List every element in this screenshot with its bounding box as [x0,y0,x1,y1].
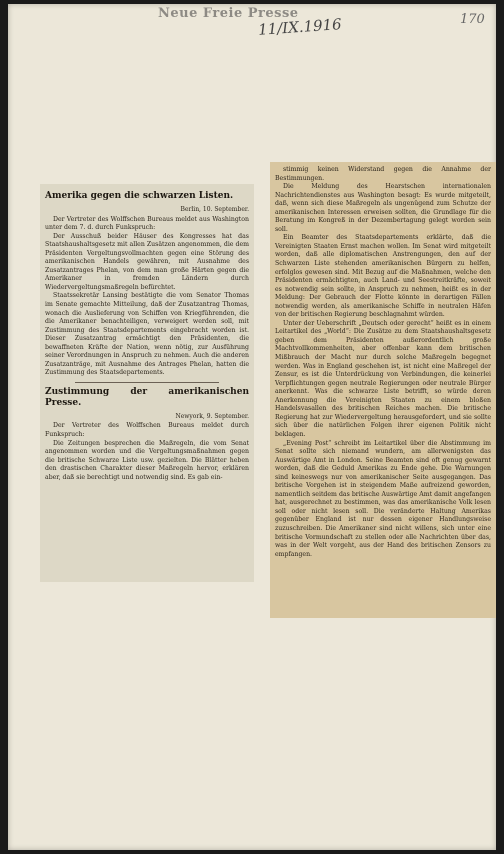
archive-sheet [8,4,496,850]
section-divider [75,382,219,383]
article-paragraph: Unter der Ueberschrift „Deutsch oder gerecht“ heißt es in einem Leitartikel des „World“: Die Zusätze zu dem Staatshaushaltsgesetz geben dem Präsidenten außerordentlich große Machtvollkommenheiten, aber offenbar kann dem britischen Mißbrauch der Macht nur durch solche Maßregeln begegnet werden. Was in England geschehen ist, ist nicht eine Maßregel der Zensur, es ist die Unterdrückung von Verbindungen, die keinerlei Verpflichtungen gegen neutrale Regierungen oder neutrale Bürger anerkennt. Was die schwarze Liste betrifft, so würde deren Anerkennung die Vereinigten Staaten zu einem bloßen Handelsvasallen des britischen Reiches machen. Die britische Regierung hat zur Wiedervergeltung herausgefordert, und sie sollte sich über die natürlichen Folgen ihrer eigenen Politik nicht beklagen. [275,319,491,438]
article-dateline: Berlin, 10. September. [180,206,249,213]
newspaper-name: Neue Freie Presse [158,6,299,21]
article-paragraph: Der Ausschuß beider Häuser des Kongresses hat das Staatshaushaltsgesetz mit allen Zusätzen angenommen, die dem Präsidenten Vergeltungsvollmachten gegen eine Störung des amerikanischen Handels gewähren, mit Ausnahme des Zusatzantrages Phelan, von dem man große Härten gegen die Amerikaner in fremden Ländern durch Wiedervergeltungsmaßregeln befürchtet. [45,232,249,291]
handwritten-date: 11/IX.1916 [257,15,343,39]
clipping-right [270,162,496,618]
article-paragraph: Der Vertreter des Wolffschen Bureaus meldet aus Washington unter dem 7. d. durch Funkspruch: [45,215,249,232]
page-number: 170 [460,12,485,27]
article-paragraph: Die Meldung des Hearstschen internationalen Nachrichtendienstes aus Washington besagt: Es wurde mitgeteilt, daß, wenn sich diese Maßregeln als ungenügend zum Schutze der amerikanischen Interessen erweisen sollten, die Grundlage für die Beratung im Kongreß in der Dezembertagung gelegt worden sein soll. [275,183,491,233]
section-dateline: Newyork, 9. September. [175,412,249,420]
clipping-left [40,184,254,582]
article-paragraph: stimmig keinen Widerstand gegen die Annahme der Bestimmungen. [275,166,491,182]
article-paragraph: Ein Beamter des Staatsdepartements erklärte, daß die Vereinigten Staaten Ernst machen wollen. Im Senat wird mitgeteilt worden, daß alle diplomatischen Anstrengungen, den auf der Schwarzen Liste stehenden amerikanischen Bürgern zu helfen, erfolglos gewesen sind. Mit Bezug auf die Maßnahmen, welche den Präsidenten ermächtigten, auch Land- und Seestreitkräfte, soweit es notwendig sein sollte, in Anspruch zu nehmen, heißt es in der Meldung: Der Gebrauch der Flotte könnte in derartigen Fällen notwendig werden, als amerikanische Schiffe in neutralen Häfen von der britischen Regierung beschlagnahmt würden. [275,234,491,319]
article-paragraph: „Evening Post“ schreibt im Leitartikel über die Abstimmung im Senat sollte sich niemand wundern, am allerwenigsten das Auswärtige Amt in London. Seine Beamten sind oft genug gewarnt worden, daß die Geduld Amerikas zu Ende gehe. Die Warnungen sind keineswegs nur von amerikanischer Seite ausgegangen. Das britische Vorgehen ist in steigendem Maße aufreizend geworden, namentlich seitdem das britische Auswärtige Amt damit angefangen hat, ausgerechnet zu bestimmen, was das amerikanische Volk lesen soll oder nicht lesen soll. Die veränderte Haltung Amerikas gegenüber England ist nur dessen eigener Handlungsweise zuzuschreiben. Die Amerikaner sind nicht willens, sich unter eine britische Vormundschaft zu stellen oder alle Nachrichten über das, was in der Welt vorgeht, aus der Hand des britischen Zensors zu empfangen. [275,439,491,558]
article-paragraph: Staatssekretär Lansing bestätigte die vom Senator Thomas im Senate gemachte Mitteilung, daß der Zusatzantrag Thomas, wonach die Auslieferung von Schiffen von Kriegführenden, die die Amerikaner benachteiligen, verweigert werden soll, mit Zustimmung des Staatsdepartements eingebracht worden ist. Dieser Zusatzantrag ermächtigt den Präsidenten, die bewaffneten Kräfte der Nation, wenn nötig, zur Ausführung seiner Verordnungen in Anspruch zu nehmen. Auch die anderen Zusatzanträge, mit Ausnahme des Antrages Phelan, hatten die Zustimmung des Staatsdepartements. [45,292,249,377]
article-title: Amerika gegen die schwarzen Listen. [45,191,234,201]
section-title: Zustimmung der amerikanischen Presse. [45,386,249,408]
article-paragraph: Der Vertreter des Wolffschen Bureaus meldet durch Funkspruch: [45,422,249,439]
article-paragraph: Die Zeitungen besprechen die Maßregeln, die vom Senat angenommen worden und die Vergeltungsmaßnahmen gegen die britische Schwarze Liste usw. gezielten. Die Blätter heben den drastischen Charakter dieser Maßregeln hervor, erklären aber, daß sie berechtigt und notwendig sind. Es gab ein- [45,439,249,481]
